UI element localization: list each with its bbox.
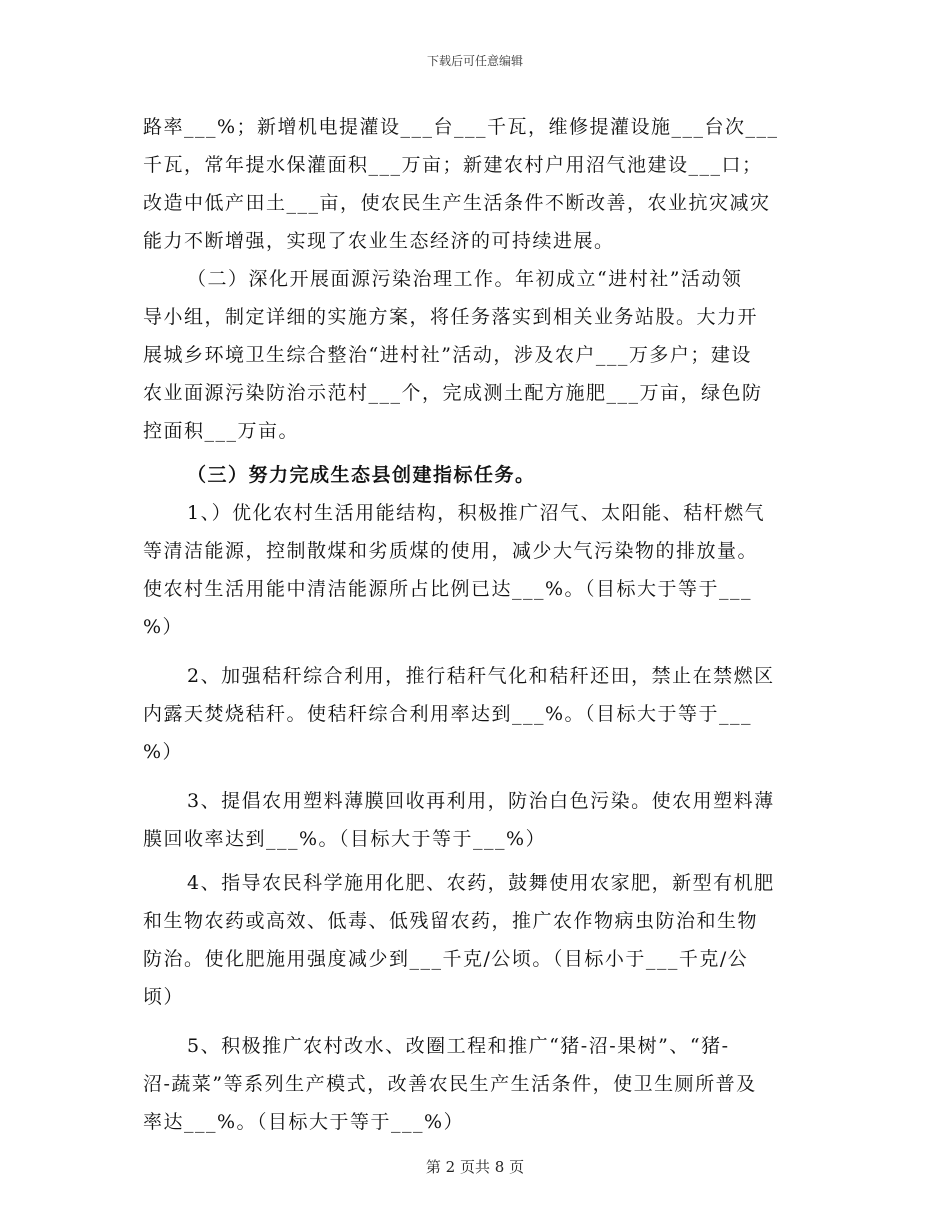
text-line: 3、提倡农用塑料薄膜回收再利用，防治白色污染。使农用塑料薄 [187,790,775,812]
text-line: 膜回收率达到___%。（目标大于等于___%） [143,828,547,850]
paragraph-pollution-control [143,260,807,450]
text-line: 5、积极推广农村改水、改圈工程和推广“猪-沼-果树”、“猪- [187,1035,730,1057]
text-line: 路率___%；新增机电提灌设___台___千瓦，维修提灌设施___台次___ [143,116,779,138]
text-line: 和生物农药或高效、低毒、低残留农药，推广农作物病虫防治和生物 [143,910,759,932]
text-line: 内露天焚烧秸秆。使秸秆综合利用率达到___%。（目标大于等于___ [143,703,753,725]
text-line: 能力不断增强，实现了农业生态经济的可持续进展。 [143,230,615,252]
list-item-3 [143,782,807,858]
paragraph-irrigation [143,108,807,260]
text-line: 农业面源污染防治示范村___个，完成测土配方施肥___万亩，绿色防 [143,382,763,404]
text-line: 导小组，制定详细的实施方案，将任务落实到相关业务站股。大力开 [143,306,759,328]
list-item-1 [143,494,807,646]
document-body [143,108,807,1141]
text-line: 顷） [143,986,185,1008]
text-line: %） [143,616,184,638]
text-line: 2、加强秸秆综合利用，推行秸秆气化和秸秆还田，禁止在禁燃区 [187,665,775,687]
text-line: 使农村生活用能中清洁能源所占比例已达___%。（目标大于等于___ [143,578,753,600]
text-line: 改造中低产田土___亩，使农民生产生活条件不断改善，农业抗灾减灾 [143,192,771,214]
text-line: %） [143,741,184,763]
text-line: 千瓦，常年提水保灌面积___万亩；新建农村户用沼气池建设___口； [143,154,763,176]
page-header: 下载后可任意编辑 [426,54,523,68]
list-item-2 [143,657,807,771]
section-heading [143,456,807,494]
text-line: 1、）优化农村生活用能结构，积极推广沼气、太阳能、秸杆燃气 [187,502,766,524]
heading-text: （三）努力完成生态县创建指标任务。 [187,464,536,486]
list-item-5 [143,1027,807,1141]
text-line: 4、指导农民科学施用化肥、农药，鼓舞使用农家肥，新型有机肥 [187,872,775,894]
page-number: 第 2 页共 8 页 [425,1158,525,1176]
text-line: 展城乡环境卫生综合整治“进村社”活动，涉及农户___万多户；建设 [143,344,752,366]
list-item-4 [143,864,807,1016]
text-line: 沼-蔬菜”等系列生产模式，改善农民生产生活条件，使卫生厕所普及 [143,1073,757,1095]
text-line: （二）深化开展面源污染治理工作。年初成立“进村社”活动领 [187,268,743,290]
text-line: 等清洁能源，控制散煤和劣质煤的使用，减少大气污染物的排放量。 [143,540,759,562]
text-line: 率达___%。（目标大于等于___%） [143,1111,465,1133]
text-line: 防治。使化肥施用强度减少到___千克/公顷。（目标小于___千克/公 [143,948,749,970]
text-line: 控面积___万亩。 [143,420,300,442]
